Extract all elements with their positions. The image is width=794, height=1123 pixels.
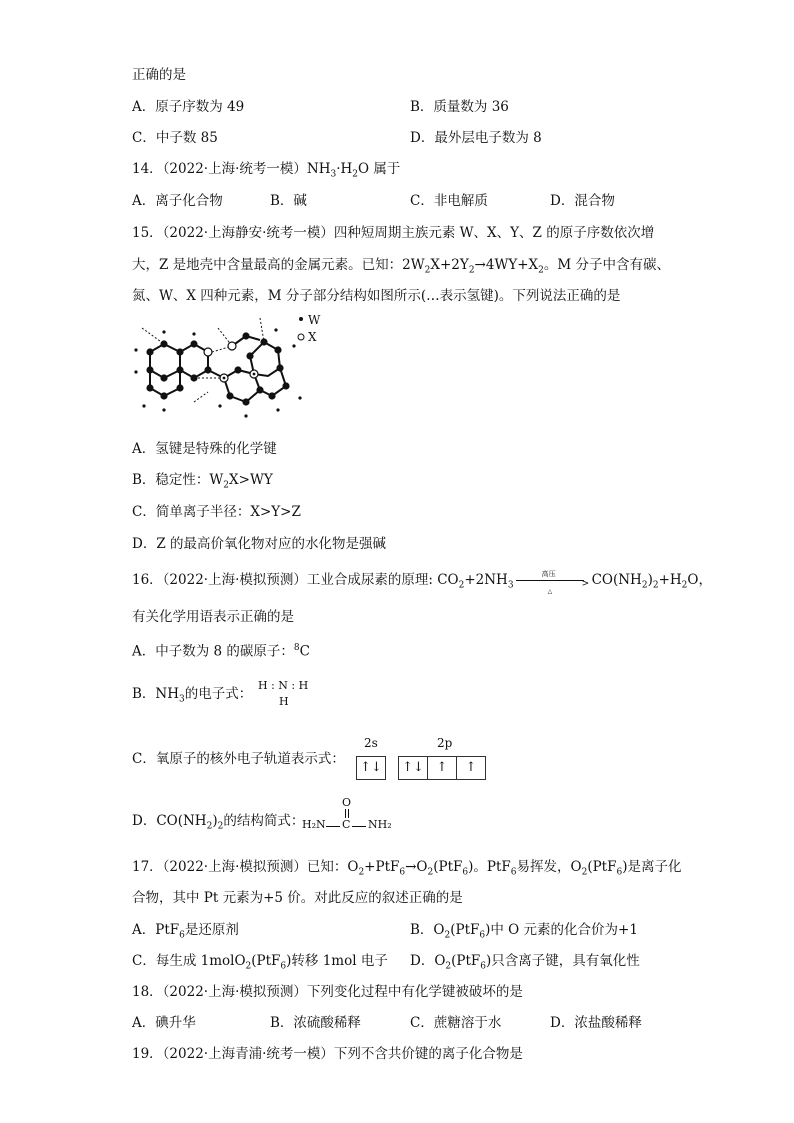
q14-option-b: B．碱 [270, 193, 307, 209]
q16-stem-line2: 有关化学用语表示正确的是 [132, 609, 294, 625]
urea-o: O [342, 796, 352, 809]
reaction-arrow: 高压 > △ [516, 574, 590, 588]
q16-option-b: B．$NH_3$的电子式： [132, 686, 253, 705]
q13-option-d: D．最外层电子数为 8 [410, 130, 542, 146]
q14-stem: 14．（2022·上海·统考一模）$NH_3\cdot H_2O$ 属于 [132, 161, 401, 180]
q15-option-c: C．简单离子半径：X>Y>Z [132, 504, 301, 520]
orbital-diagram [356, 756, 756, 780]
orbital-2p-label: 2p [437, 736, 453, 750]
orbital-2s-label: 2s [364, 736, 378, 750]
q19-stem: 19．（2022·上海青浦·统考一模）下列不含共价键的离子化合物是 [132, 1046, 523, 1062]
q15-stem-line2: 大，Z 是地壳中含量最高的金属元素。已知：$2W_2X+2Y_2\to 4WY+X_2$。M 分子中含有碳、 [132, 257, 671, 276]
urea-c: C [342, 818, 351, 831]
orbital-2p-cell-3: ↑ [465, 760, 477, 775]
q15-stem-line1: 15．（2022·上海静安·统考一模）四种短周期主族元素 W、X、Y、Z 的原子序数依次增 [132, 225, 655, 241]
orbital-2p-cell-1: ↑↓ [399, 757, 428, 779]
q15-option-b: B．稳定性：$W_2X>WY$ [132, 472, 273, 491]
q18-stem: 18．（2022·上海·模拟预测）下列变化过程中有化学键被破坏的是 [132, 984, 523, 1000]
nh3-electron-formula-top: H : N : H [258, 679, 309, 692]
q17-stem-line2: 合物，其中 Pt 元素为+5 价。对此反应的叙述正确的是 [132, 890, 463, 906]
q14-option-d: D．混合物 [550, 193, 615, 209]
orbital-2p-cell-2: ↑ [428, 757, 457, 779]
q13-option-a: A．原子序数为 49 [132, 99, 245, 115]
q17-option-b: B．$O_2(PtF_6)$中 O 元素的化合价为+1 [410, 922, 638, 941]
urea-structure [302, 796, 402, 838]
q14-option-a: A．离子化合物 [132, 193, 223, 209]
q16-option-c-text: C．氧原子的核外电子轨道表示式： [132, 751, 345, 767]
molecule-structure-figure [128, 310, 328, 420]
q16-option-a: A．中子数为 8 的碳原子：$^8$C [132, 643, 310, 660]
orbital-2s-box [356, 756, 386, 780]
q17-option-a: A．PtF$_6$是还原剂 [132, 922, 239, 941]
q14-option-c: C．非电解质 [410, 193, 488, 209]
legend-x-label: X [308, 330, 317, 344]
urea-left-group: H₂N [302, 818, 326, 831]
q15-option-d: D．Z 的最高价氧化物对应的水化物是强碱 [132, 536, 386, 552]
nh3-electron-formula-bottom: H [279, 695, 289, 708]
q18-option-b: B．浓硫酸稀释 [270, 1015, 361, 1031]
q13-option-b: B．质量数为 36 [410, 99, 509, 115]
q15-option-a: A．氢键是特殊的化学键 [132, 441, 277, 457]
legend-w-label: W [308, 313, 321, 327]
q18-option-c: C．蔗糖溶于水 [410, 1015, 502, 1031]
q16-stem-line1: 16．（2022·上海·模拟预测）工业合成尿素的原理: $CO_2+2NH_3$ 高压 > △ $CO(NH_2)_2+H_2O$， [132, 569, 712, 595]
orbital-2s-cell: ↑↓ [360, 760, 382, 775]
urea-right-group: NH₂ [368, 818, 392, 831]
q18-option-d: D．浓盐酸稀释 [550, 1015, 642, 1031]
orbital-2p-box [398, 756, 486, 780]
q13-stem-tail: 正确的是 [132, 67, 186, 83]
q16-option-d: D．$CO(NH_2)_2$的结构简式： [132, 813, 305, 832]
q15-stem-line3: 氮、W、X 四种元素，M 分子部分结构如图所示(…表示氢键)。下列说法正确的是 [132, 288, 621, 304]
q13-option-c: C．中子数 85 [132, 130, 218, 146]
q17-stem-line1: 17．（2022·上海·模拟预测）已知：$O_2+PtF_6\to O_2(PtF_6)$。PtF$_6$易挥发，$O_2(PtF_6)$是离子化 [132, 859, 682, 878]
q17-option-c: C．每生成 1molO$_2$(PtF$_6$)转移 1mol 电子 [132, 953, 388, 972]
q17-option-d: D．$O_2(PtF_6)$只含离子键，具有氧化性 [410, 953, 640, 972]
q18-option-a: A．碘升华 [132, 1015, 196, 1031]
